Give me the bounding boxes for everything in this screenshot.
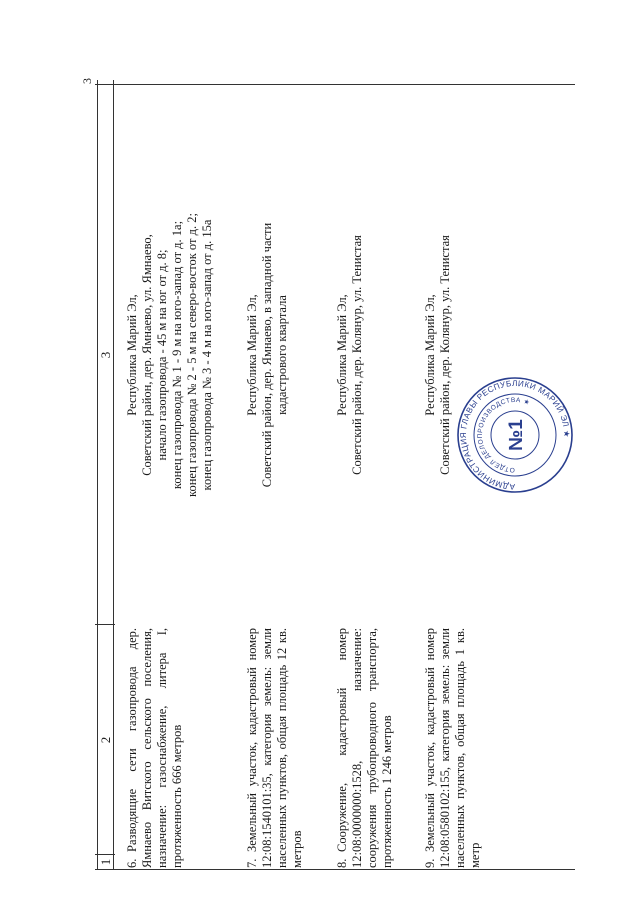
official-stamp — [455, 375, 575, 495]
row-8-number: 8. — [335, 858, 349, 868]
svg-text:ОТДЕЛ ДЕЛОПРОИЗВОДСТВА ★: ОТДЕЛ ДЕЛОПРОИЗВОДСТВА ★ — [476, 396, 531, 474]
row-9-description: 9.Земельный участок, кадастровый номер 12:08:0580102:155, категория земель: земли населенных пунктов, общая площадь 1 кв. метр — [423, 628, 482, 868]
rotated-table — [95, 80, 575, 870]
column-header-2: 2 — [98, 736, 113, 744]
column-header-3: 3 — [98, 351, 113, 359]
table-left-border — [95, 869, 575, 870]
svg-text:АДМИНИСТРАЦИЯ ГЛАВЫ РЕСПУБЛИКИ: АДМИНИСТРАЦИЯ ГЛАВЫ РЕСПУБЛИКИ МАРИЙ ЭЛ ★ — [458, 378, 572, 492]
row-9-location: Республика Марий Эл, Советский район, дер. Колянур, ул. Тенистая — [423, 235, 452, 475]
svg-text:№1: №1 — [506, 419, 527, 451]
row-9-number: 9. — [423, 858, 437, 868]
row-7-location: Республика Марий Эл, Советский район, дер. Ямнаево, в западной части кадастрового квартала — [245, 222, 289, 488]
row-7-description: 7.Земельный участок, кадастровый номер 12:08:1540101:35, категория земель: земли населенных пунктов, общая площадь 12 кв. метров — [245, 628, 304, 868]
page-number: 3 — [80, 78, 94, 84]
row-7-number: 7. — [245, 858, 259, 868]
row-6-description: 6.Разводящие сети газопровода дер. Ямнаево Витского сельского поселения, назначение: газоснабжение, литера I, протяженность 666 метров — [125, 628, 184, 868]
row-8-description: 8.Сооружение, кадастровый номер 12:08:0000000:1528, назначение: сооружения трубопроводного транспорта, протяженность 1 246 метров — [335, 628, 394, 868]
row-8-location: Республика Марий Эл, Советский район, дер. Колянур, ул. Тенистая — [335, 235, 364, 475]
table-right-border — [95, 84, 575, 85]
row-6-location: Республика Марий Эл, Советский район, дер. Ямнаево, ул. Ямнаево, начало газопровода - 45 м на юг от д. 8; конец газопровода № 1 - 9 м на юго-запад от д. 1а; конец газопровода № 2 - 5 м на северо-восток от д. 2; конец газопровода № 3 - 4 м на юго-запад от д. 15а — [125, 213, 214, 497]
column-header-1: 1 — [98, 858, 113, 866]
row-6-number: 6. — [125, 858, 139, 868]
